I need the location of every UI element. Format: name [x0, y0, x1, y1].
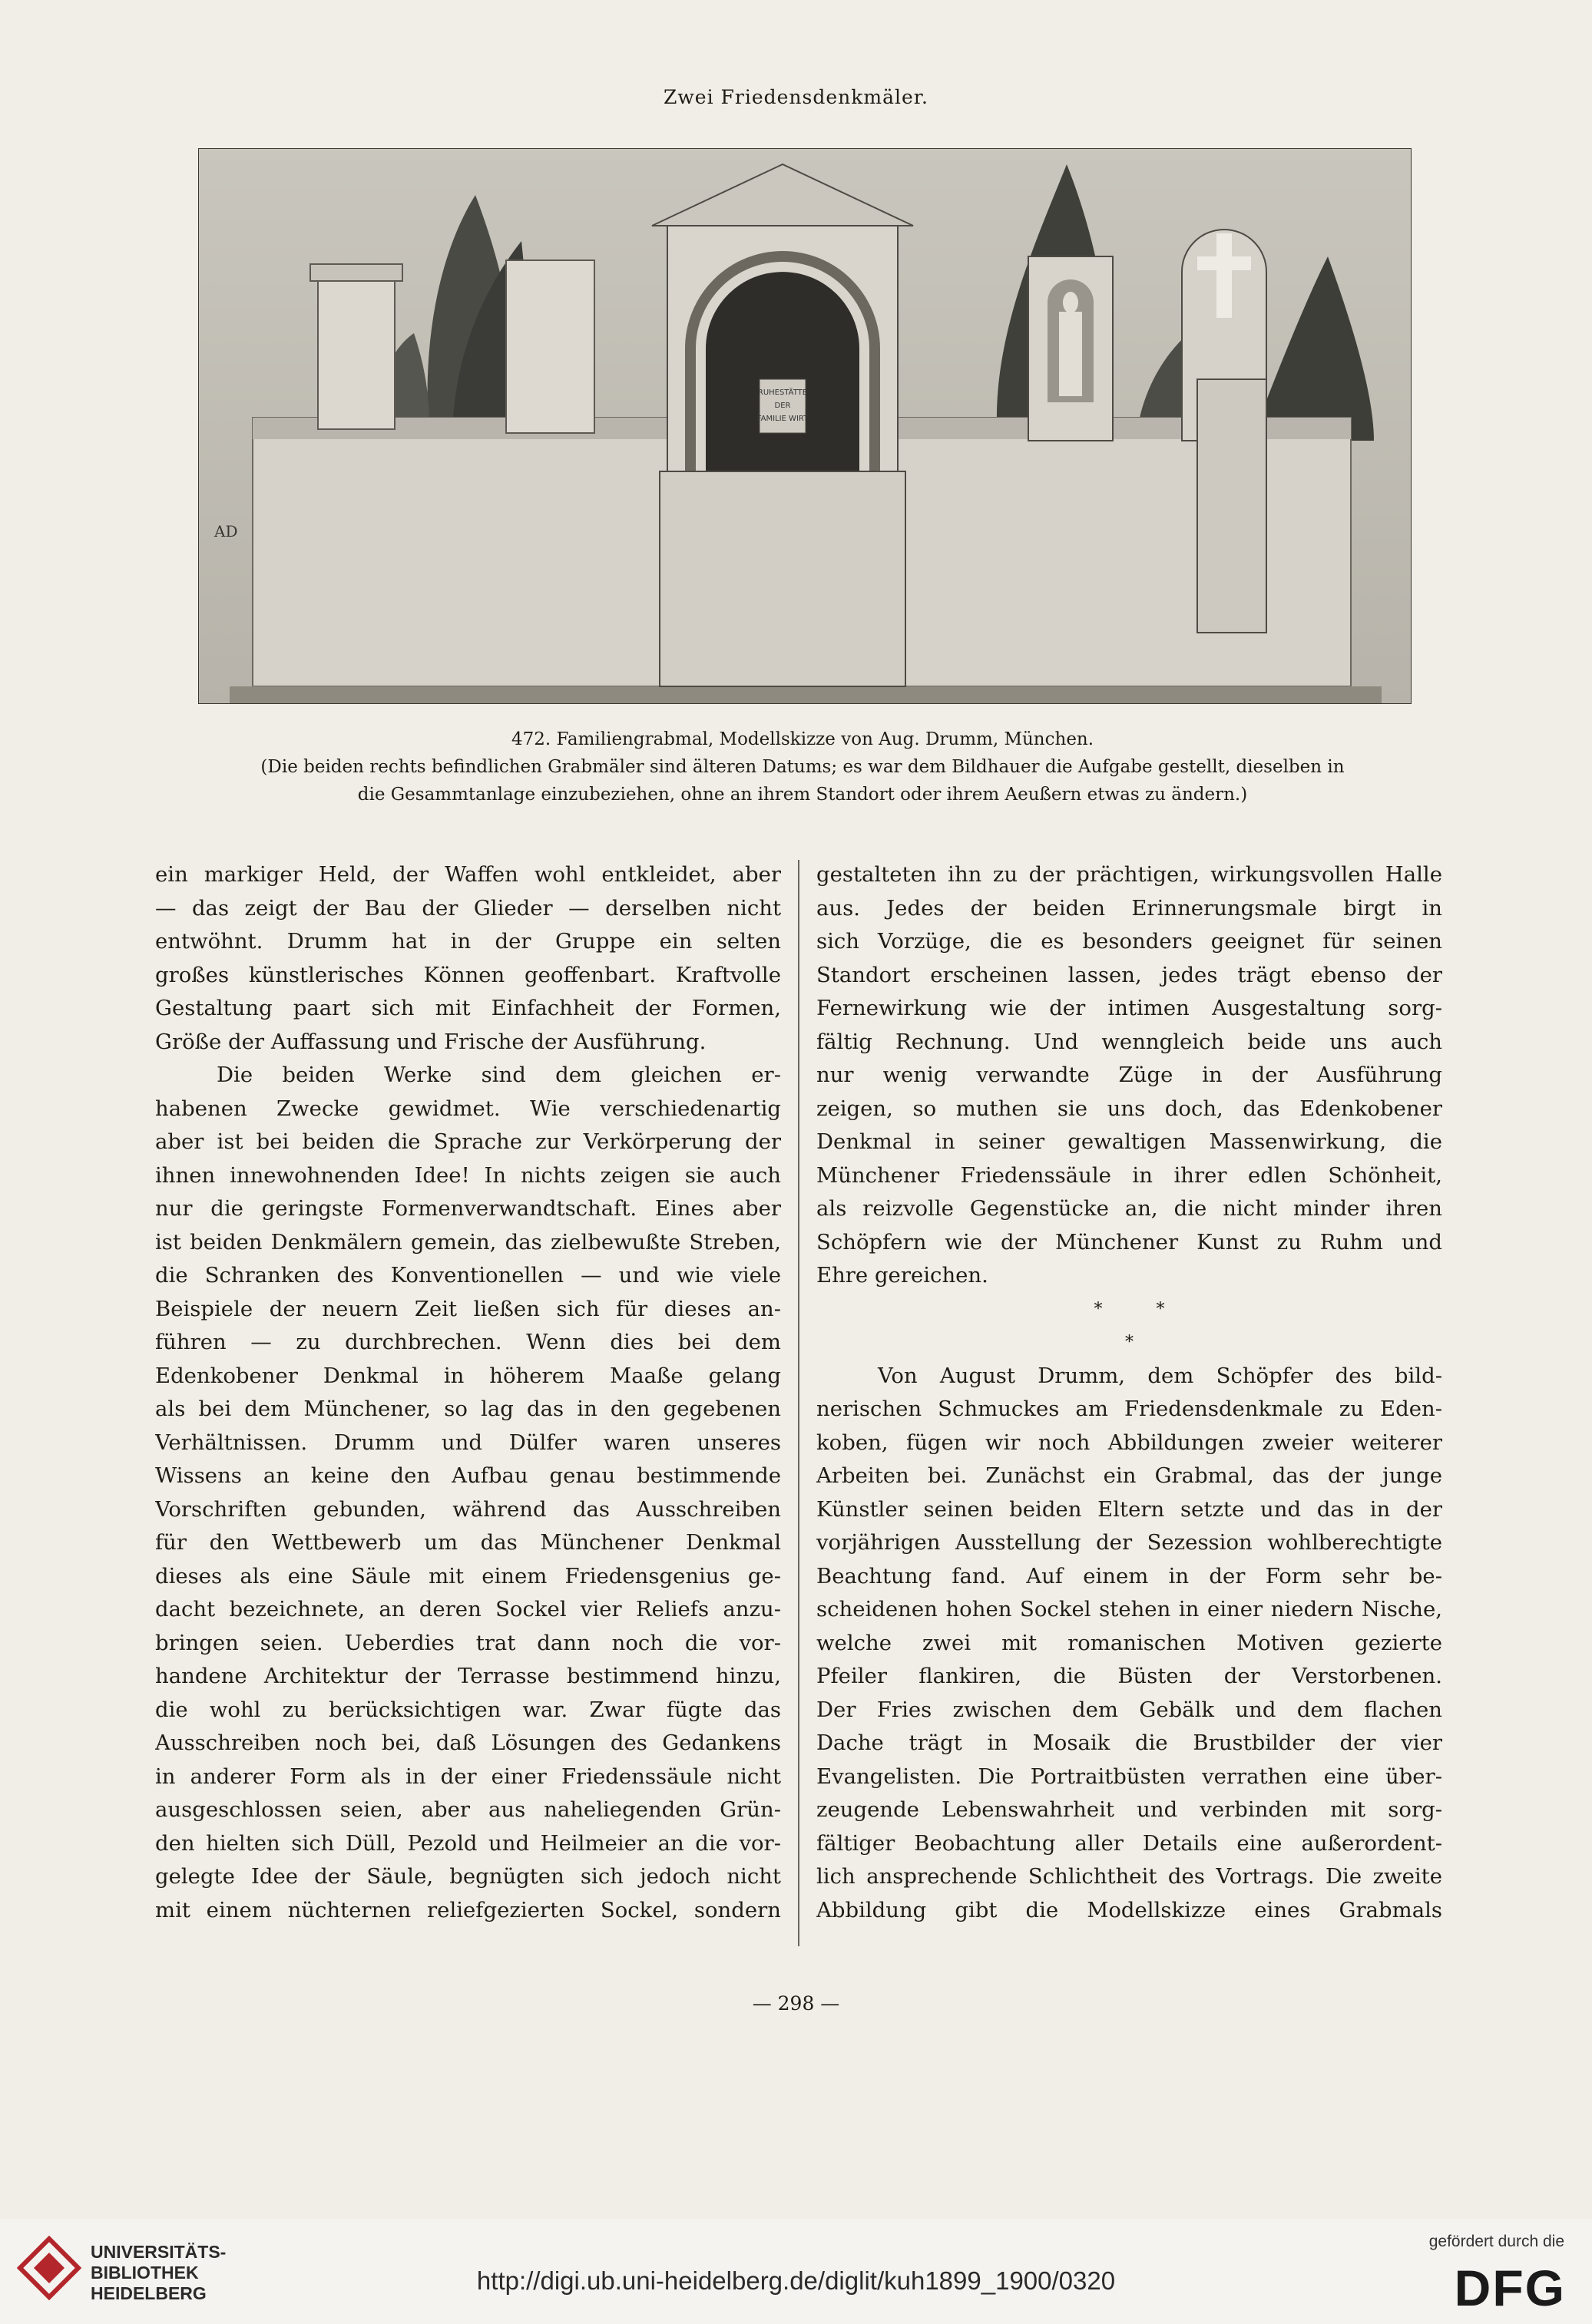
text-line: Dache trägt in Mosaik die Brustbilder der vier: [816, 1731, 1442, 1755]
column-divider: [798, 860, 799, 1946]
text-line: ist beiden Denkmälern gemein, das zielbewußte Streben,: [155, 1229, 781, 1255]
library-name: UNIVERSITÄTS- BIBLIOTHEK HEIDELBERG: [91, 2242, 227, 2303]
text-line: Größe der Auffassung und Frische der Ausführung.: [155, 1029, 707, 1054]
inscription-line-3: FAMILIE WIRT: [756, 415, 809, 423]
text-line: zeugende Lebenswahrheit und verbinden mit sorg-: [816, 1797, 1442, 1822]
text-line: habenen Zwecke gewidmet. Wie verschiedenartig: [155, 1096, 781, 1121]
text-line: gestalteten ihn zu der prächtigen, wirkungsvollen Halle: [816, 862, 1442, 887]
text-line: als reizvolle Gegenstücke an, die nicht minder ihren: [816, 1196, 1442, 1221]
inscription-line-2: DER: [774, 402, 791, 410]
permalink-url[interactable]: http://digi.ub.uni-heidelberg.de/diglit/kuh1899_1900/0320: [476, 2266, 1116, 2295]
text-line: mit einem nüchternen reliefgezierten Sockel, sondern: [155, 1897, 781, 1922]
text-line: aber ist bei beiden die Sprache zur Verkörperung der: [155, 1129, 781, 1154]
text-line: scheidenen hohen Sockel stehen in einer niedern Nische,: [816, 1597, 1442, 1622]
text-line: bringen seien. Ueberdies trat dann noch die vor-: [155, 1630, 781, 1655]
text-line: handene Architektur der Terrasse bestimmend hinzu,: [155, 1664, 781, 1688]
text-line: gelegte Idee der Säule, begnügten sich jedoch nicht: [155, 1864, 781, 1889]
text-line: Beachtung fand. Auf einem in der Form sehr be-: [816, 1563, 1442, 1588]
text-line: die wohl zu berücksichtigen war. Zwar fügte das: [155, 1697, 781, 1722]
text-line: Pfeiler flankiren, die Büsten der Verstorbenen.: [816, 1664, 1442, 1688]
text-line: Münchener Friedenssäule in ihrer edlen Schönheit,: [816, 1162, 1442, 1188]
digitization-footer: [0, 2219, 1592, 2324]
text-line: Denkmal in seiner gewaltigen Massenwirkung, die: [816, 1129, 1442, 1154]
inscription-line-1: RUHESTÄTTE: [757, 388, 808, 397]
text-line: ihnen innewohnenden Idee! In nichts zeigen sie auch: [155, 1162, 781, 1188]
funded-by-label: gefördert durch die: [1428, 2233, 1564, 2250]
text-line: Beispiele der neuern Zeit ließen sich für dieses an-: [155, 1296, 781, 1321]
text-line: entwöhnt. Drumm hat in der Gruppe ein selten: [155, 929, 781, 954]
text-line: die Schranken des Konventionellen — und wie viele: [155, 1263, 781, 1288]
page-number: — 298 —: [752, 1992, 840, 2015]
text-line: aus. Jedes der beiden Erinnerungsmale birgt in: [816, 895, 1442, 921]
text-line: führen — zu durchbrechen. Wenn dies bei dem: [155, 1330, 781, 1354]
text-line: vorjährigen Ausstellung der Sezession wohlberechtigte: [816, 1530, 1442, 1555]
text-line: Ehre gereichen.: [816, 1263, 988, 1288]
text-line: großes künstlerisches Können geoffenbart. Kraftvolle: [155, 962, 781, 987]
text-line: ein markiger Held, der Waffen wohl entkleidet, aber: [155, 862, 781, 887]
text-line: fältiger Beobachtung aller Details eine außerordent-: [816, 1830, 1442, 1856]
text-line: Schöpfern wie der Münchener Kunst zu Ruhm und: [816, 1229, 1442, 1255]
text-line: Standort erscheinen lassen, jedes trägt ebenso der: [816, 962, 1442, 987]
text-line: als bei dem Münchener, so lag das in den gegebenen: [155, 1397, 781, 1421]
text-line: Arbeiten bei. Zunächst ein Grabmal, das der junge: [816, 1463, 1442, 1488]
text-line: Die beiden Werke sind dem gleichen er-: [217, 1063, 781, 1087]
text-line: nerischen Schmuckes am Friedensdenkmale zu Eden-: [816, 1397, 1442, 1421]
text-line: Von August Drumm, dem Schöpfer des bild-: [878, 1363, 1442, 1388]
left-column: [155, 858, 781, 1927]
text-line: Edenkobener Denkmal in höherem Maaße gelang: [155, 1363, 781, 1388]
dfg-logo: DFG: [1454, 2260, 1566, 2316]
text-line: Evangelisten. Die Portraitbüsten verrathen eine über-: [816, 1764, 1442, 1789]
text-line: lich ansprechende Schlichtheit des Vortrags. Die zweite: [816, 1864, 1442, 1889]
text-line: Verhältnissen. Drumm und Dülfer waren unseres: [155, 1430, 781, 1455]
text-line: nur wenig verwandte Züge in der Ausführung: [816, 1063, 1442, 1087]
text-line: Ausschreiben noch bei, daß Lösungen des Gedankens: [155, 1731, 781, 1755]
text-line: Wissens an keine den Aufbau genau bestimmende: [155, 1463, 781, 1488]
figure-caption: [154, 726, 1451, 808]
text-line: Abbildung gibt die Modellskizze eines Grabmals: [816, 1897, 1442, 1922]
photo-monogram: AD: [214, 522, 238, 541]
text-line: Gestaltung paart sich mit Einfachheit der Formen,: [155, 996, 781, 1020]
text-line: welche zwei mit romanischen Motiven gezierte: [816, 1630, 1442, 1655]
text-line: Vorschriften gebunden, während das Ausschreiben: [155, 1496, 781, 1522]
right-column: [816, 858, 1442, 1927]
text-line: Künstler seinen beiden Eltern setzte und das in der: [816, 1496, 1442, 1522]
text-line: Der Fries zwischen dem Gebälk und dem flachen: [816, 1697, 1442, 1722]
text-line: in anderer Form als in der einer Friedenssäule nicht: [155, 1764, 781, 1789]
caption-line: die Gesammtanlage einzubeziehen, ohne an ihrem Standort oder ihrem Aeußern etwas zu ändern.): [357, 785, 1248, 805]
text-line: für den Wettbewerb um das Münchener Denkmal: [155, 1530, 781, 1555]
text-line: fältig Rechnung. Und wenngleich beide uns auch: [816, 1029, 1442, 1054]
text-line: ausgeschlossen seien, aber aus naheliegenden Grün-: [155, 1797, 781, 1822]
section-break-stars: * *: [1094, 1299, 1165, 1319]
text-line: koben, fügen wir noch Abbildungen zweier weiterer: [816, 1430, 1442, 1455]
caption-line: 472. Familiengrabmal, Modellskizze von Aug. Drumm, München.: [511, 729, 1094, 749]
text-line: dacht bezeichnete, an deren Sockel vier Reliefs anzu-: [155, 1597, 781, 1622]
running-head: Zwei Friedensdenkmäler.: [664, 86, 928, 108]
text-line: — das zeigt der Bau der Glieder — derselben nicht: [155, 895, 781, 921]
text-line: sich Vorzüge, die es besonders geeignet für seinen: [816, 929, 1442, 954]
text-line: den hielten sich Düll, Pezold und Heilmeier an die vor-: [155, 1830, 781, 1856]
text-line: Fernewirkung wie der intimen Ausgestaltung sorg-: [816, 996, 1442, 1020]
tomb-photograph: [198, 148, 1412, 704]
caption-line: (Die beiden rechts befindlichen Grabmäler sind älteren Datums; es war dem Bildhauer die Aufgabe gestellt, dieselben in: [260, 757, 1345, 777]
text-line: nur die geringste Formenverwandtschaft. Eines aber: [155, 1196, 781, 1221]
text-line: zeigen, so muthen sie uns doch, das Edenkobener: [816, 1096, 1442, 1121]
section-break-star: *: [1125, 1333, 1134, 1352]
text-line: dieses als eine Säule mit einem Friedensgenius ge-: [155, 1563, 781, 1588]
